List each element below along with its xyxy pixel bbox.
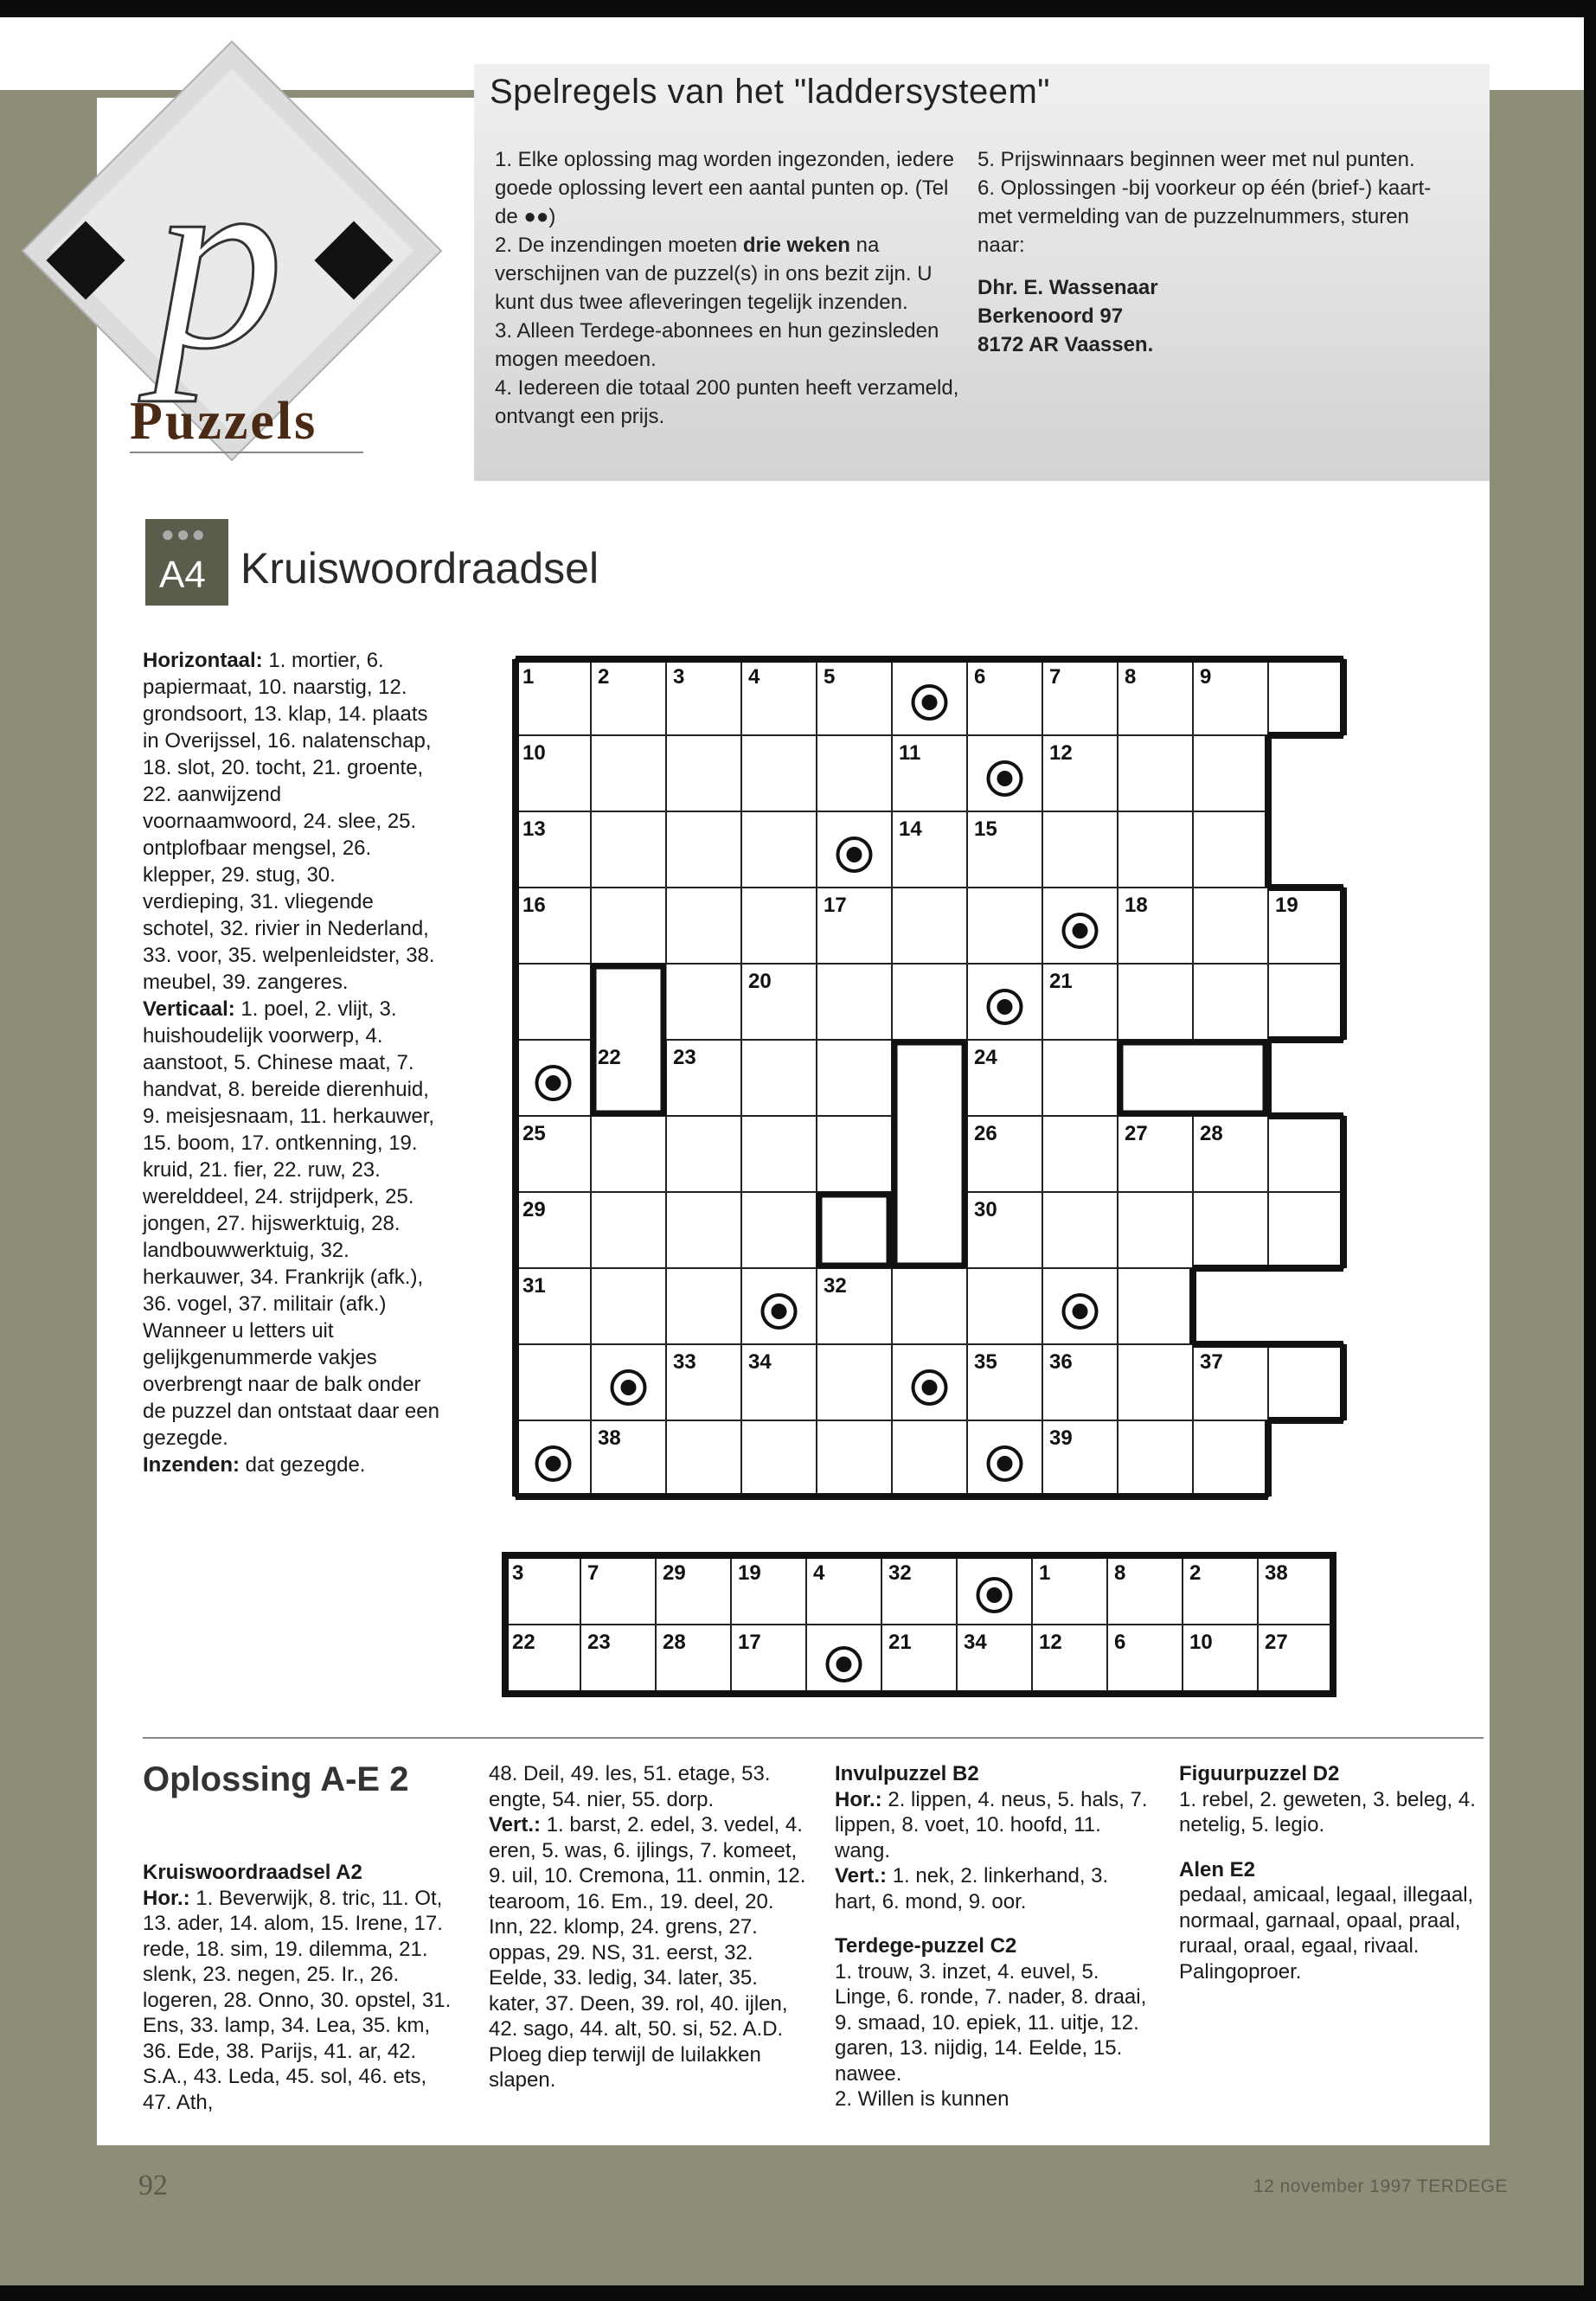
answer-number: 3 [512, 1561, 524, 1585]
solution-d2-title: Figuurpuzzel D2 [1179, 1762, 1340, 1785]
grid-number: 5 [824, 665, 836, 689]
grid-cell [817, 964, 892, 1040]
solution-d2-e2: Figuurpuzzel D2 1. rebel, 2. geweten, 3. beleg, 4. netelig, 5. legio. Alen E2 pedaal, amicaal, legaal, illegaal, normaal, garnaal, opaal, praal, ruraal, oraal, egaal, rivaal. Palingoproer. [1179, 1761, 1486, 1984]
solution-c2-phrase: 2. Willen is kunnen [835, 2087, 1010, 2111]
grid-cell [1118, 1420, 1193, 1497]
vertical-label: Verticaal: [143, 997, 235, 1021]
circle-marker-dot [546, 1075, 561, 1091]
rule-3: 3. Alleen Terdege-abonnees en hun gezinsleden mogen meedoen. [495, 319, 939, 371]
grid-cell [591, 811, 666, 888]
grid-number: 17 [824, 894, 847, 917]
grid-number: 29 [522, 1198, 546, 1221]
page-number: 92 [138, 2170, 168, 2202]
grid-cell [666, 1116, 741, 1192]
grid-number: 21 [1049, 970, 1073, 993]
grid-cell [516, 964, 591, 1040]
puzzle-badge [145, 519, 228, 606]
circle-marker-dot [922, 695, 938, 710]
grid-cell [741, 811, 817, 888]
circle-marker-dot [836, 1657, 852, 1672]
solution-e2-phrase: Palingoproer. [1179, 1959, 1302, 1984]
solution-b2-c2: Invulpuzzel B2 Hor.: 2. lippen, 4. neus, 5. hals, 7. lippen, 8. voet, 10. hoofd, 11. wang. Vert.: 1. nek, 2. linkerhand, 3. hart, 6. mond, 9. oor. Terdege-puzzel C2 1. trouw, 3. inzet, 4. euvel, 5. Linge, 6. ronde, 7. nader, 8. draai, 9. smaad, 10. epiek, 11. uitje, 12. garen, 13. nijdig, 14. Eelde, 15. nawee. 2. Willen is kunnen [835, 1761, 1155, 2112]
black-bar [819, 1195, 889, 1266]
logo-letter: p [154, 115, 284, 402]
circle-marker-dot [997, 771, 1013, 786]
grid-cell [1193, 1420, 1268, 1497]
grid-number: 7 [1049, 665, 1061, 689]
grid-number: 38 [598, 1426, 621, 1450]
answer-number: 23 [587, 1631, 611, 1654]
answer-number: 7 [587, 1561, 599, 1585]
circle-marker-dot [997, 1456, 1013, 1471]
address-street: Berkenoord 97 [977, 304, 1124, 328]
grid-cell [1193, 735, 1268, 811]
grid-number: 22 [598, 1046, 621, 1069]
crossword-grid [510, 654, 1367, 1502]
grid-cell [1118, 1192, 1193, 1268]
grid-cell [666, 811, 741, 888]
grid-cell [1118, 1344, 1193, 1420]
grid-number: 14 [899, 817, 922, 841]
puzzle-code: A4 [159, 554, 206, 596]
page-frame-bottom [0, 2285, 1596, 2301]
grid-cell [1268, 1344, 1343, 1420]
answer-number: 29 [663, 1561, 686, 1585]
solution-a2-continued: 48. Deil, 49. les, 51. etage, 53. engte, 54. nier, 55. dorp. Vert.: 1. barst, 2. edel, 3. vedel, 4. eren, 5. was, 6. ijlings, 7. komeet, 9. uil, 10. Cremona, 11. onmin, 12. tearoom, 16. Em., 19. deel, 20. Inn, 22. klomp, 24. grens, 27. oppas, 29. NS, 31. eerst, 32. Eelde, 33. ledig, 34. later, 35. kater, 37. Deen, 39. rol, 40. ijlen, 42. sago, 44. alt, 50. si, 52. A.D. Ploeg diep terwijl de luilakken slapen. [489, 1762, 806, 2092]
grid-cell [1042, 1192, 1118, 1268]
grid-number: 15 [974, 817, 997, 841]
logo-rule [130, 452, 363, 453]
grid-cell [591, 1192, 666, 1268]
grid-cell [817, 1344, 892, 1420]
grid-number: 20 [748, 970, 772, 993]
grid-cell [591, 1116, 666, 1192]
answer-number: 19 [738, 1561, 761, 1585]
grid-number: 2 [598, 665, 610, 689]
grid-cell [741, 1192, 817, 1268]
grid-number: 25 [522, 1122, 546, 1145]
answer-bar [500, 1550, 1365, 1723]
grid-cell [1193, 811, 1268, 888]
circle-marker-dot [1073, 923, 1088, 939]
grid-number: 24 [974, 1046, 997, 1069]
submit-label: Inzenden: [143, 1453, 240, 1477]
circle-marker-dot [1073, 1304, 1088, 1319]
circle-marker-dot [621, 1380, 637, 1395]
grid-cell [591, 735, 666, 811]
grid-cell [516, 1344, 591, 1420]
puzzle-title: Kruiswoordraadsel [240, 544, 599, 593]
solution-e2-title: Alen E2 [1179, 1857, 1256, 1881]
grid-number: 6 [974, 665, 986, 689]
grid-cell [666, 1420, 741, 1497]
grid-number: 36 [1049, 1350, 1073, 1374]
grid-number: 10 [522, 741, 546, 765]
circle-marker-dot [546, 1456, 561, 1471]
grid-number: 8 [1125, 665, 1137, 689]
grid-number: 13 [522, 817, 546, 841]
grid-cell [967, 888, 1042, 964]
circle-marker-dot [847, 847, 862, 862]
answer-number: 17 [738, 1631, 761, 1654]
black-bar [1120, 1042, 1266, 1113]
grid-number: 37 [1200, 1350, 1223, 1374]
grid-cell [1118, 811, 1193, 888]
grid-number: 32 [824, 1274, 847, 1298]
address-city: 8172 AR Vaassen. [977, 333, 1154, 356]
answer-number: 4 [813, 1561, 825, 1585]
grid-number: 26 [974, 1122, 997, 1145]
grid-number: 4 [748, 665, 760, 689]
grid-cell [591, 888, 666, 964]
rules-column-right [977, 145, 1462, 359]
grid-number: 19 [1275, 894, 1298, 917]
rule-1: 1. Elke oplossing mag worden ingezonden, iedere goede oplossing levert een aantal punten op. (Tel de ●●) [495, 148, 955, 228]
grid-cell [892, 1268, 967, 1344]
grid-cell [1268, 1116, 1343, 1192]
grid-cell [1268, 964, 1343, 1040]
address-name: Dhr. E. Wassenaar [977, 276, 1158, 299]
grid-cell [741, 1420, 817, 1497]
answer-number: 6 [1114, 1631, 1126, 1654]
grid-number: 3 [673, 665, 685, 689]
grid-number: 9 [1200, 665, 1212, 689]
logo-word: Puzzels [130, 392, 318, 451]
circle-marker-dot [772, 1304, 787, 1319]
grid-number: 1 [522, 665, 535, 689]
grid-number: 23 [673, 1046, 696, 1069]
grid-cell [1042, 811, 1118, 888]
solution-c2-title: Terdege-puzzel C2 [835, 1934, 1017, 1958]
grid-cell [666, 1192, 741, 1268]
black-bar [593, 966, 663, 1113]
grid-number: 12 [1049, 741, 1073, 765]
rule-4: 4. Iedereen die totaal 200 punten heeft verzameld, ontvangt een prijs. [495, 376, 959, 428]
grid-cell [1042, 1116, 1118, 1192]
grid-cell [666, 1268, 741, 1344]
olive-border-right [1490, 90, 1584, 2285]
grid-cell [1268, 1192, 1343, 1268]
grid-number: 35 [974, 1350, 997, 1374]
solution-a2-phrase: Ploeg diep terwijl de luilakken slapen. [489, 2042, 761, 2092]
instruction-text: Wanneer u letters uit gelijkgenummerde vakjes overbrengt naar de balk onder de puzzel dan ontstaat daar een gezegde. [143, 1319, 439, 1450]
answer-number: 22 [512, 1631, 535, 1654]
grid-cell [817, 1040, 892, 1116]
submit-text: dat gezegde. [240, 1453, 366, 1477]
grid-cell [817, 1116, 892, 1192]
circle-marker-dot [922, 1380, 938, 1395]
section-divider [143, 1737, 1484, 1739]
answer-number: 2 [1189, 1561, 1202, 1585]
page-frame-top [0, 0, 1596, 17]
grid-cell [1118, 964, 1193, 1040]
answer-number: 21 [888, 1631, 912, 1654]
solutions-title: Oplossing A-E 2 [143, 1760, 409, 1798]
grid-cell [817, 735, 892, 811]
answer-number: 38 [1265, 1561, 1288, 1585]
grid-number: 16 [522, 894, 546, 917]
grid-cell [666, 888, 741, 964]
grid-cell [666, 735, 741, 811]
page-frame-right [1584, 0, 1596, 2301]
rule-2: 2. De inzendingen moeten drie weken na verschijnen van de puzzel(s) in ons bezit zijn. U kunt dus twee afleveringen tegelijk inzenden. [495, 234, 933, 314]
grid-cell [1118, 735, 1193, 811]
vertical-clues: 1. poel, 2. vlijt, 3. huishoudelijk voorwerp, 4. aanstoot, 5. Chinese maat, 7. handvat, 8. bereide dierenhuid, 9. meisjesnaam, 11. herkauwer, 15. boom, 17. ontkenning, 19. kruid, 21. fier, 22. ruw, 23. werelddeel, 24. strijdperk, 25. jongen, 27. hijswerktuig, 28. landbouwwerktuig, 32. herkauwer, 34. Frankrijk (afk.), 36. vogel, 37. militair (afk.) [143, 997, 435, 1316]
grid-number: 27 [1125, 1122, 1148, 1145]
answer-number: 28 [663, 1631, 686, 1654]
answer-number: 32 [888, 1561, 912, 1585]
answer-number: 12 [1039, 1631, 1062, 1654]
grid-cell [1193, 1192, 1268, 1268]
grid-number: 31 [522, 1274, 546, 1298]
grid-cell [1193, 888, 1268, 964]
clue-list [143, 647, 441, 1478]
grid-cell [741, 1040, 817, 1116]
black-bar [894, 1042, 965, 1266]
grid-cell [892, 888, 967, 964]
circle-marker-dot [987, 1587, 1003, 1603]
rules-title: Spelregels van het "laddersysteem" [490, 73, 1050, 111]
circle-marker-dot [997, 999, 1013, 1015]
rules-column-left [495, 145, 962, 431]
grid-number: 28 [1200, 1122, 1223, 1145]
grid-cell [817, 1420, 892, 1497]
answer-number: 27 [1265, 1631, 1288, 1654]
horizontal-clues: 1. mortier, 6. papiermaat, 10. naarstig, 12. grondsoort, 13. klap, 14. plaats in Overijssel, 16. nalatenschap, 18. slot, 20. tocht, 21. groente, 22. aanwijzend voornaamwoord, 24. slee, 25. ontplofbaar mengsel, 26. klepper, 29. stug, 30. verdieping, 31. vliegende schotel, 32. rivier in Nederland, 33. voor, 35. welpenleidster, 38. meubel, 39. zangeres. [143, 649, 435, 994]
grid-cell [892, 1420, 967, 1497]
grid-number: 18 [1125, 894, 1148, 917]
grid-cell [1193, 964, 1268, 1040]
grid-number: 39 [1049, 1426, 1073, 1450]
grid-cell [741, 888, 817, 964]
solution-a2-title: Kruiswoordraadsel A2 [143, 1861, 362, 1884]
grid-cell [892, 964, 967, 1040]
grid-cell [1268, 659, 1343, 735]
grid-number: 30 [974, 1198, 997, 1221]
grid-cell [967, 1268, 1042, 1344]
grid-cell [741, 735, 817, 811]
grid-cell [741, 1116, 817, 1192]
dateline: 12 november 1997 TERDEGE [1253, 2176, 1508, 2196]
rule-6: 6. Oplossingen -bij voorkeur op één (brief-) kaart- met vermelding van de puzzelnummers, sturen naar: [977, 176, 1432, 257]
solution-a2: Kruiswoordraadsel A2 Hor.: 1. Beverwijk, 8. tric, 11. Ot, 13. ader, 14. alom, 15. Irene, 17. rede, 18. sim, 19. dilemma, 21. slenk, 23. negen, 25. Ir., 26. logeren, 28. Onno, 30. opstel, 31. Ens, 33. lamp, 34. Lea, 35. km, 36. Ede, 38. Parijs, 41. ar, 42. S.A., 43. Leda, 45. sol, 46. ets, 47. Ath, [143, 1860, 454, 2115]
grid-cell [591, 1268, 666, 1344]
answer-number: 10 [1189, 1631, 1213, 1654]
horizontal-label: Horizontaal: [143, 649, 263, 672]
grid-number: 11 [899, 741, 921, 765]
answer-number: 8 [1114, 1561, 1126, 1585]
answer-number: 34 [964, 1631, 987, 1654]
grid-cell [1042, 1040, 1118, 1116]
grid-number: 34 [748, 1350, 772, 1374]
olive-border-bottom [0, 2145, 1584, 2285]
grid-cell [1118, 1268, 1193, 1344]
answer-number: 1 [1039, 1561, 1051, 1585]
difficulty-dots: ●●● [161, 521, 208, 547]
grid-number: 33 [673, 1350, 696, 1374]
solution-b2-title: Invulpuzzel B2 [835, 1762, 979, 1785]
rule-5: 5. Prijswinnaars beginnen weer met nul punten. [977, 148, 1415, 171]
